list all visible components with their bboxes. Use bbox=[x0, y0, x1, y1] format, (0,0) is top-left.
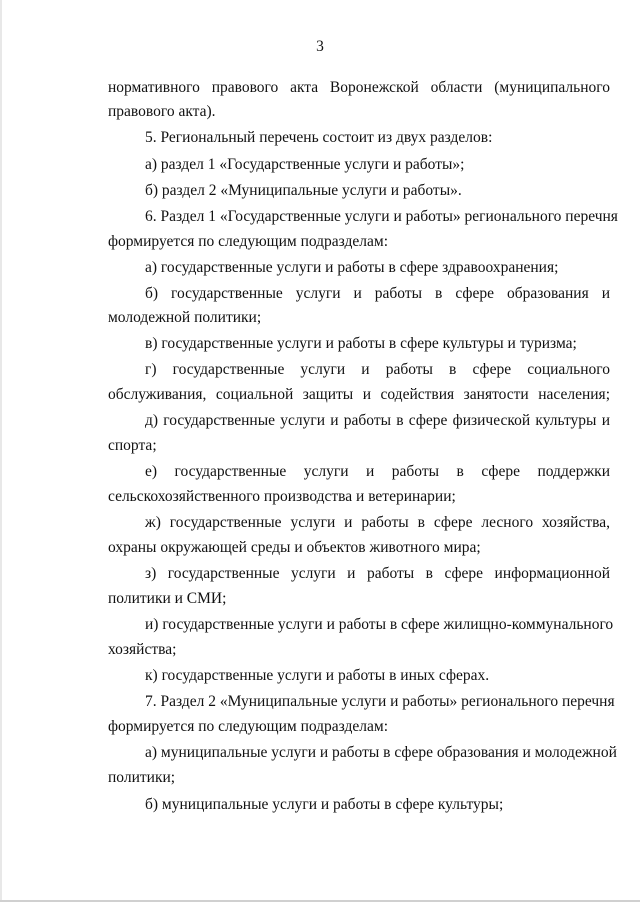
text-line: б) раздел 2 «Муниципальные услуги и работы». bbox=[145, 182, 462, 199]
text-line: 7. Раздел 2 «Муниципальные услуги и работы» регионального перечня bbox=[145, 693, 615, 710]
text-line: з) государственные услуги и работы в сфере информационной bbox=[145, 565, 610, 582]
text-line: ж) государственные услуги и работы в сфере лесного хозяйства, bbox=[145, 514, 610, 531]
text-line: б) государственные услуги и работы в сфере образования и bbox=[145, 285, 610, 302]
text-line: охраны окружающей среды и объектов животного мира; bbox=[108, 539, 481, 556]
text-line: е) государственные услуги и работы в сфере поддержки bbox=[145, 463, 610, 480]
text-line: молодежной политики; bbox=[108, 309, 262, 326]
text-line: нормативного правового акта Воронежской области (муниципального bbox=[108, 79, 610, 96]
text-line: спорта; bbox=[108, 437, 157, 454]
text-line: а) муниципальные услуги и работы в сфере образования и молодежной bbox=[145, 744, 617, 761]
scan-edge bbox=[0, 0, 2, 902]
text-line: д) государственные услуги и работы в сфере физической культуры и bbox=[145, 412, 610, 429]
text-line: а) раздел 1 «Государственные услуги и работы»; bbox=[145, 156, 465, 173]
text-line: политики и СМИ; bbox=[108, 590, 227, 607]
text-line: б) муниципальные услуги и работы в сфере культуры; bbox=[145, 796, 504, 813]
text-line: обслуживания, социальной защиты и содействия занятости населения; bbox=[108, 386, 610, 403]
text-line: сельскохозяйственного производства и ветеринарии; bbox=[108, 488, 456, 505]
text-line: к) государственные услуги и работы в иных сферах. bbox=[145, 667, 490, 684]
text-line: политики; bbox=[108, 769, 176, 786]
text-line: и) государственные услуги и работы в сфере жилищно-коммунального bbox=[145, 616, 614, 633]
text-line: правового акта). bbox=[108, 103, 216, 120]
text-line: 5. Региональный перечень состоит из двух разделов: bbox=[145, 129, 493, 146]
text-line: а) государственные услуги и работы в сфере здравоохранения; bbox=[145, 259, 559, 276]
text-line: формируется по следующим подразделам: bbox=[108, 233, 389, 250]
page-number: 3 bbox=[316, 38, 324, 55]
text-line: в) государственные услуги и работы в сфере культуры и туризма; bbox=[145, 335, 577, 352]
text-line: формируется по следующим подразделам: bbox=[108, 718, 389, 735]
text-line: хозяйства; bbox=[108, 641, 177, 658]
text-line: г) государственные услуги и работы в сфере социального bbox=[145, 361, 610, 378]
text-line: 6. Раздел 1 «Государственные услуги и работы» регионального перечня bbox=[145, 208, 618, 225]
